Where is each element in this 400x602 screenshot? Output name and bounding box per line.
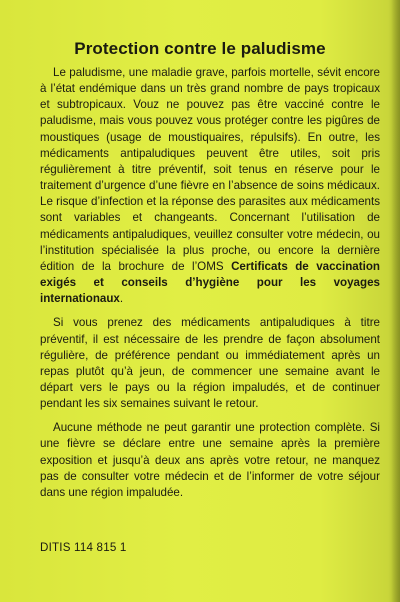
document-body bbox=[40, 65, 380, 501]
paragraph-malaria-overview bbox=[40, 65, 380, 307]
reference-code: DITIS 114 815 1 bbox=[40, 541, 127, 554]
paragraph-text-end: . bbox=[119, 292, 124, 306]
paragraph-text: Le paludisme, une maladie grave, parfois mortelle, sévit encore à l’état endémique dans un très grand nombre de pays tropicaux et subtropicaux. Vouz ne pouvez pas être vacciné contre le paludisme, mais vous pouvez vous protéger contre les pigûres de moustiques (usage de moustiquaires, répulsifs). En outre, les médicaments antipaludiques peuvent être utiles, soit pris régulièrement à titre préventif, soit tenus en réserve pour le traitement d’urgence d’une fièvre en l’absence de soins médicaux. Le risque d’infection et la réponse des parasites aux médicaments sont variables et changeants. Concernant l’utilisation de médicaments antipaludiques, veuillez consulter votre médecin, ou l’institution spécialisée la plus proche, ou encore la dernière édition de la brochure de l’OMS bbox=[40, 66, 380, 273]
paragraph-preventive-medication: Si vous prenez des médicaments antipaludiques à titre préventif, il est nécessaire de les prendre de façon absolument régulière, de préférence pendant ou immédiatement après un repas plutôt qu’à jeun, de commencer une semaine avant le départ vers le pays ou la région impaludés, et de continuer pendant les six semaines suivant le retour. bbox=[40, 316, 380, 411]
paragraph-fever-warning: Aucune méthode ne peut garantir une protection complète. Si une fièvre se déclare entre une semaine après la première exposition et jusqu’à deux ans après votre retour, ne manquez pas de consulter votre médecin et de l’informer de votre séjour dans une région impaludée. bbox=[40, 421, 380, 499]
page-edge-shadow bbox=[391, 0, 400, 602]
who-brochure-title: Certificats de vaccination exigés et conseils d’hygiène pour les voyages internationaux bbox=[40, 259, 381, 306]
page-title: Protection contre le paludisme bbox=[74, 39, 326, 58]
